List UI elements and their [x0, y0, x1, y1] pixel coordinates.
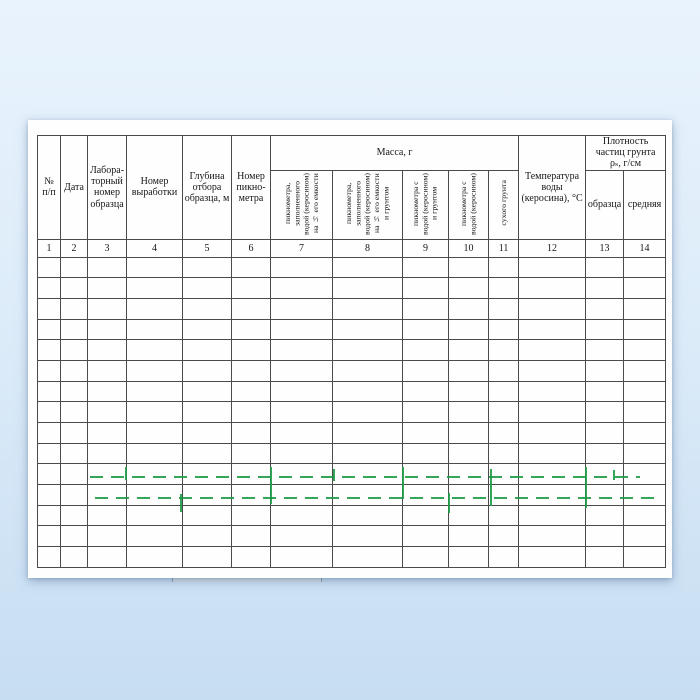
empty-cell: [127, 340, 183, 361]
empty-cell: [489, 319, 519, 340]
empty-cell: [624, 402, 666, 423]
empty-cell: [403, 361, 449, 382]
header-row-column-numbers: [38, 239, 666, 257]
empty-cell: [88, 505, 127, 526]
empty-cell: [183, 257, 232, 278]
empty-cell: [586, 257, 624, 278]
empty-cell: [232, 381, 271, 402]
empty-cell: [232, 423, 271, 444]
col-header-mass-pycnometer-water: [449, 170, 489, 239]
data-row: [38, 402, 666, 423]
vertical-label: пикнометра с водой (керосином): [459, 172, 478, 235]
column-number: 4: [127, 239, 183, 257]
empty-cell: [61, 443, 88, 464]
empty-cell: [403, 423, 449, 444]
column-number: 14: [624, 239, 666, 257]
empty-cell: [88, 484, 127, 505]
empty-cell: [489, 381, 519, 402]
column-number: 5: [183, 239, 232, 257]
empty-cell: [586, 484, 624, 505]
data-row: [38, 546, 666, 567]
empty-cell: [271, 319, 333, 340]
col-header-working-number: Номер выработки: [127, 136, 183, 240]
empty-cell: [333, 526, 403, 547]
empty-cell: [61, 299, 88, 320]
empty-cell: [489, 423, 519, 444]
empty-cell: [271, 278, 333, 299]
empty-cell: [586, 464, 624, 485]
empty-cell: [61, 546, 88, 567]
empty-cell: [519, 546, 586, 567]
empty-cell: [403, 505, 449, 526]
empty-cell: [38, 340, 61, 361]
empty-cell: [88, 381, 127, 402]
empty-cell: [519, 526, 586, 547]
empty-cell: [232, 257, 271, 278]
empty-cell: [403, 464, 449, 485]
col-group-mass: Масса, г: [271, 136, 519, 171]
empty-cell: [519, 319, 586, 340]
empty-cell: [38, 381, 61, 402]
empty-cell: [232, 443, 271, 464]
empty-cell: [271, 402, 333, 423]
empty-cell: [183, 423, 232, 444]
empty-cell: [127, 484, 183, 505]
empty-cell: [333, 443, 403, 464]
empty-cell: [38, 505, 61, 526]
empty-cell: [271, 546, 333, 567]
col-header-mass-dry-soil: [489, 170, 519, 239]
empty-cell: [333, 546, 403, 567]
empty-cell: [519, 484, 586, 505]
empty-cell: [403, 278, 449, 299]
empty-cell: [183, 361, 232, 382]
vertical-label: пикнометра с водой (керосином) и грунтом: [411, 172, 440, 235]
empty-cell: [489, 340, 519, 361]
density-symbol: ρₛ, г/см: [610, 158, 642, 170]
empty-cell: [333, 402, 403, 423]
col-group-particle-density: [586, 136, 666, 171]
col-header-row-number: № п/п: [38, 136, 61, 240]
empty-cell: [489, 278, 519, 299]
empty-cell: [586, 381, 624, 402]
empty-cell: [449, 278, 489, 299]
empty-cell: [333, 464, 403, 485]
green-pen-mark-horizontal: [90, 476, 640, 478]
empty-cell: [333, 299, 403, 320]
col-header-pycnometer-number: Номер пикно- метра: [232, 136, 271, 240]
empty-cell: [403, 381, 449, 402]
empty-cell: [271, 299, 333, 320]
green-pen-mark-tick: [180, 494, 182, 512]
empty-cell: [88, 278, 127, 299]
empty-cell: [38, 464, 61, 485]
empty-cell: [333, 278, 403, 299]
empty-cell: [519, 381, 586, 402]
column-number: 12: [519, 239, 586, 257]
empty-cell: [489, 299, 519, 320]
empty-cell: [586, 443, 624, 464]
empty-cell: [127, 381, 183, 402]
empty-cell: [403, 299, 449, 320]
empty-cell: [586, 526, 624, 547]
empty-cell: [586, 278, 624, 299]
green-pen-mark-tick: [270, 467, 272, 504]
empty-cell: [449, 546, 489, 567]
empty-cell: [624, 546, 666, 567]
empty-cell: [271, 381, 333, 402]
empty-cell: [232, 340, 271, 361]
data-row: [38, 319, 666, 340]
column-number: 6: [232, 239, 271, 257]
vertical-label: пикнометра, заполненного водой (керосином) на ⅓ его емкости и грунтом: [344, 172, 391, 235]
empty-cell: [127, 443, 183, 464]
green-pen-mark-tick: [125, 467, 127, 480]
empty-cell: [183, 299, 232, 320]
empty-cell: [88, 299, 127, 320]
empty-cell: [489, 484, 519, 505]
col-header-density-average: средняя: [624, 170, 666, 239]
empty-cell: [88, 464, 127, 485]
data-row: [38, 443, 666, 464]
empty-cell: [271, 340, 333, 361]
empty-cell: [232, 484, 271, 505]
empty-cell: [333, 423, 403, 444]
empty-cell: [38, 319, 61, 340]
empty-cell: [61, 278, 88, 299]
empty-cell: [38, 278, 61, 299]
empty-cell: [449, 319, 489, 340]
empty-cell: [449, 443, 489, 464]
empty-cell: [519, 443, 586, 464]
column-number: 2: [61, 239, 88, 257]
empty-cell: [127, 319, 183, 340]
empty-cell: [232, 278, 271, 299]
empty-cell: [88, 340, 127, 361]
empty-cell: [38, 526, 61, 547]
empty-cell: [449, 299, 489, 320]
empty-cell: [519, 361, 586, 382]
column-number: 11: [489, 239, 519, 257]
empty-cell: [127, 257, 183, 278]
empty-cell: [271, 423, 333, 444]
header-row-main: [38, 136, 666, 171]
empty-cell: [183, 340, 232, 361]
empty-cell: [519, 278, 586, 299]
empty-cell: [586, 402, 624, 423]
col-header-sampling-depth: Глубина отбора образца, м: [183, 136, 232, 240]
empty-cell: [489, 257, 519, 278]
empty-cell: [183, 526, 232, 547]
empty-cell: [449, 340, 489, 361]
empty-cell: [61, 402, 88, 423]
empty-cell: [586, 299, 624, 320]
empty-cell: [333, 484, 403, 505]
empty-cell: [232, 299, 271, 320]
empty-cell: [61, 526, 88, 547]
empty-cell: [127, 402, 183, 423]
empty-cell: [61, 464, 88, 485]
empty-cell: [183, 546, 232, 567]
column-number: 3: [88, 239, 127, 257]
empty-cell: [38, 423, 61, 444]
empty-cell: [624, 257, 666, 278]
empty-cell: [38, 299, 61, 320]
empty-cell: [271, 526, 333, 547]
empty-cell: [403, 319, 449, 340]
empty-cell: [519, 423, 586, 444]
empty-cell: [38, 484, 61, 505]
column-number: 10: [449, 239, 489, 257]
empty-cell: [88, 402, 127, 423]
col-header-mass-pycnometer-third-full: [271, 170, 333, 239]
empty-cell: [271, 257, 333, 278]
empty-cell: [271, 361, 333, 382]
green-pen-mark-tick: [333, 469, 335, 481]
empty-cell: [624, 381, 666, 402]
empty-cell: [38, 257, 61, 278]
empty-cell: [183, 484, 232, 505]
empty-cell: [449, 257, 489, 278]
empty-cell: [333, 319, 403, 340]
data-row: [38, 423, 666, 444]
empty-cell: [88, 526, 127, 547]
empty-cell: [232, 464, 271, 485]
empty-cell: [38, 402, 61, 423]
empty-cell: [61, 505, 88, 526]
vertical-label: сухого грунта: [498, 180, 508, 226]
empty-cell: [183, 505, 232, 526]
scanned-form-page: [28, 120, 672, 578]
empty-cell: [232, 546, 271, 567]
empty-cell: [449, 423, 489, 444]
empty-cell: [489, 443, 519, 464]
empty-cell: [624, 361, 666, 382]
empty-cell: [624, 505, 666, 526]
empty-cell: [403, 340, 449, 361]
empty-cell: [271, 464, 333, 485]
col-header-water-temperature: Температура воды (керосина), °С: [519, 136, 586, 240]
column-number: 8: [333, 239, 403, 257]
density-line2: частиц грунта: [595, 147, 656, 159]
empty-cell: [183, 402, 232, 423]
empty-cell: [61, 381, 88, 402]
empty-cell: [88, 546, 127, 567]
col-header-lab-sample-number: Лабора- торный номер образца: [88, 136, 127, 240]
empty-cell: [624, 464, 666, 485]
empty-cell: [333, 361, 403, 382]
empty-cell: [127, 464, 183, 485]
data-row: [38, 278, 666, 299]
empty-cell: [232, 319, 271, 340]
empty-cell: [586, 361, 624, 382]
data-row: [38, 257, 666, 278]
column-number: 7: [271, 239, 333, 257]
empty-cell: [519, 340, 586, 361]
empty-cell: [88, 257, 127, 278]
empty-cell: [403, 526, 449, 547]
empty-cell: [586, 340, 624, 361]
empty-cell: [183, 381, 232, 402]
empty-cell: [38, 361, 61, 382]
empty-cell: [127, 299, 183, 320]
data-row: [38, 299, 666, 320]
empty-cell: [519, 464, 586, 485]
empty-cell: [61, 484, 88, 505]
empty-cell: [232, 402, 271, 423]
empty-cell: [88, 319, 127, 340]
data-row: [38, 484, 666, 505]
column-number: 9: [403, 239, 449, 257]
empty-cell: [333, 257, 403, 278]
empty-cell: [271, 443, 333, 464]
empty-cell: [449, 526, 489, 547]
green-pen-mark-tick: [490, 469, 492, 506]
empty-cell: [624, 443, 666, 464]
empty-cell: [271, 484, 333, 505]
col-header-mass-pycnometer-water-soil: [403, 170, 449, 239]
empty-cell: [183, 319, 232, 340]
empty-cell: [403, 257, 449, 278]
empty-cell: [489, 526, 519, 547]
empty-cell: [38, 546, 61, 567]
empty-cell: [88, 423, 127, 444]
empty-cell: [449, 361, 489, 382]
data-row: [38, 340, 666, 361]
green-pen-mark-tick: [613, 470, 615, 480]
empty-cell: [183, 443, 232, 464]
empty-cell: [519, 505, 586, 526]
data-row: [38, 526, 666, 547]
empty-cell: [403, 443, 449, 464]
empty-cell: [586, 546, 624, 567]
empty-cell: [624, 278, 666, 299]
empty-cell: [449, 505, 489, 526]
empty-cell: [333, 381, 403, 402]
green-pen-mark-horizontal: [95, 497, 655, 499]
empty-cell: [232, 526, 271, 547]
col-header-mass-pycnometer-third-full-with-soil: [333, 170, 403, 239]
empty-cell: [449, 402, 489, 423]
green-pen-mark-tick: [585, 467, 587, 508]
empty-cell: [61, 361, 88, 382]
data-row: [38, 505, 666, 526]
empty-cell: [183, 464, 232, 485]
empty-cell: [127, 526, 183, 547]
empty-cell: [586, 505, 624, 526]
empty-cell: [61, 319, 88, 340]
data-row: [38, 381, 666, 402]
empty-cell: [449, 464, 489, 485]
empty-cell: [127, 505, 183, 526]
empty-cell: [489, 505, 519, 526]
col-header-density-of-sample: образца: [586, 170, 624, 239]
empty-cell: [586, 423, 624, 444]
vertical-label: пикнометра, заполненного водой (керосином) на ⅓ его емкости: [282, 172, 320, 235]
empty-cell: [489, 546, 519, 567]
empty-cell: [586, 319, 624, 340]
col-header-date: Дата: [61, 136, 88, 240]
column-number: 1: [38, 239, 61, 257]
empty-cell: [519, 257, 586, 278]
empty-cell: [127, 546, 183, 567]
empty-cell: [271, 505, 333, 526]
empty-cell: [624, 526, 666, 547]
empty-cell: [232, 361, 271, 382]
empty-cell: [61, 257, 88, 278]
empty-cell: [403, 484, 449, 505]
empty-cell: [61, 340, 88, 361]
empty-cell: [127, 361, 183, 382]
empty-cell: [403, 546, 449, 567]
empty-cell: [449, 484, 489, 505]
empty-cell: [232, 505, 271, 526]
empty-cell: [489, 361, 519, 382]
empty-cell: [519, 402, 586, 423]
data-row: [38, 361, 666, 382]
empty-cell: [489, 402, 519, 423]
empty-cell: [403, 402, 449, 423]
green-pen-mark-tick: [448, 493, 450, 513]
data-row: [38, 464, 666, 485]
empty-cell: [624, 340, 666, 361]
empty-cell: [127, 278, 183, 299]
empty-cell: [38, 443, 61, 464]
density-line1: Плотность: [602, 136, 649, 147]
green-pen-mark-tick: [402, 467, 404, 499]
empty-cell: [61, 423, 88, 444]
empty-cell: [183, 278, 232, 299]
pycnometer-lab-journal-table: [37, 135, 666, 568]
empty-cell: [333, 505, 403, 526]
empty-cell: [88, 443, 127, 464]
empty-cell: [489, 464, 519, 485]
empty-cell: [624, 423, 666, 444]
column-number: 13: [586, 239, 624, 257]
empty-cell: [624, 319, 666, 340]
table-body: [38, 257, 666, 567]
empty-cell: [624, 299, 666, 320]
empty-cell: [624, 484, 666, 505]
empty-cell: [127, 423, 183, 444]
empty-cell: [88, 361, 127, 382]
empty-cell: [333, 340, 403, 361]
empty-cell: [519, 299, 586, 320]
empty-cell: [449, 381, 489, 402]
